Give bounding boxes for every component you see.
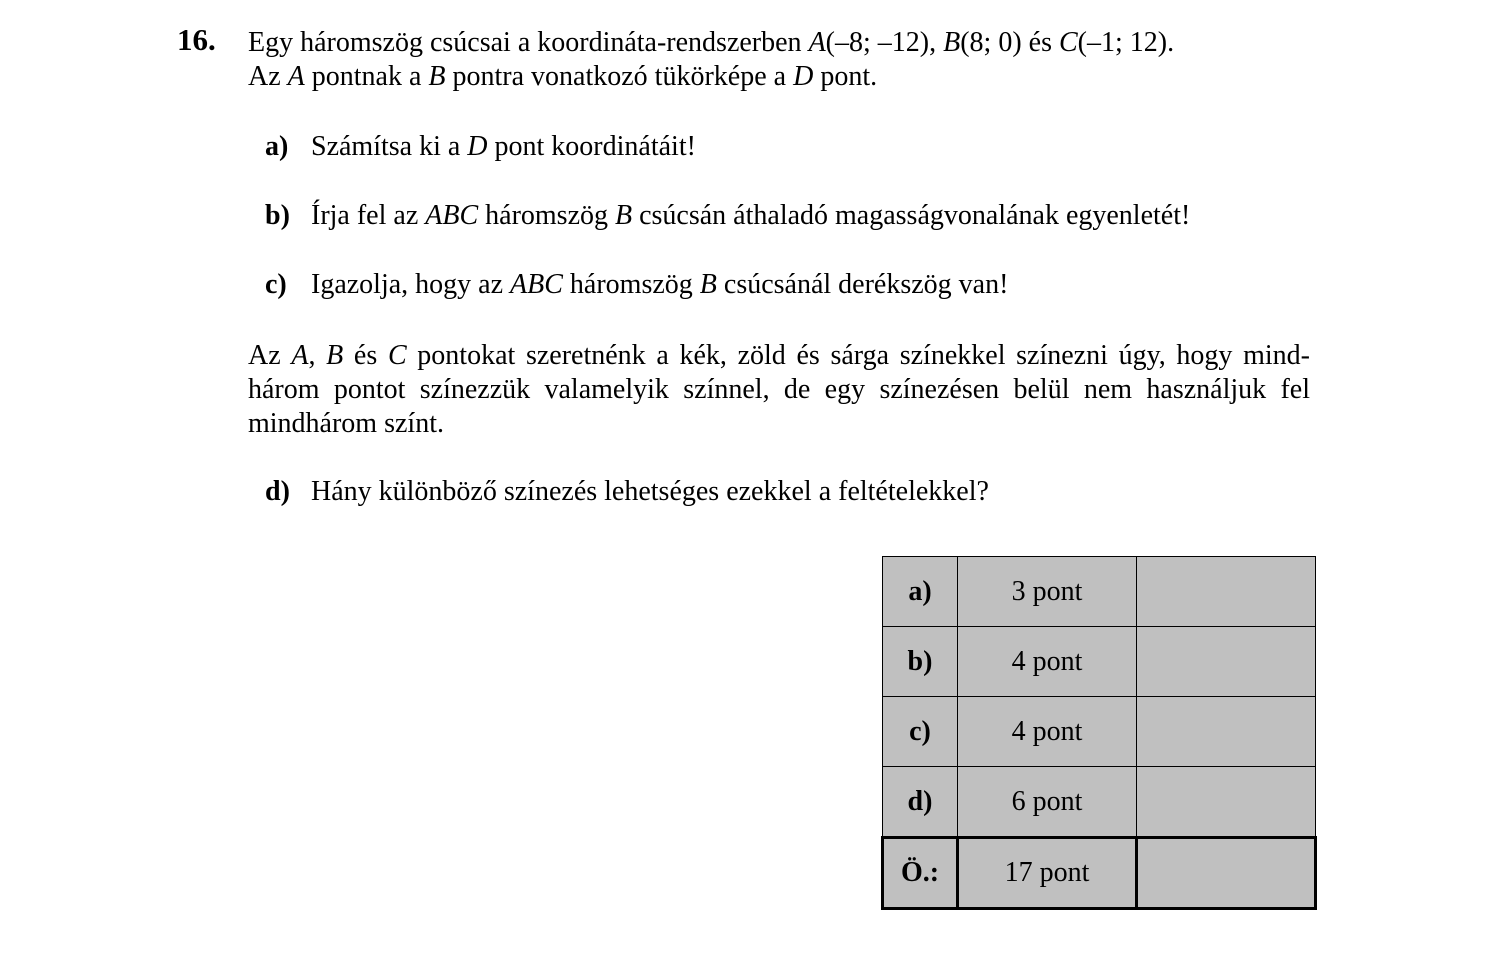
part-c-question: Igazolja, hogy az ABC háromszög B csúcsánál derékszög van! [311, 269, 1009, 300]
part-c-label: c) [265, 269, 287, 300]
score-part-label: b) [883, 627, 958, 697]
score-part-label: d) [883, 767, 958, 838]
score-row [883, 697, 1316, 767]
score-earned-field[interactable] [1137, 697, 1316, 767]
coloring-paragraph [248, 339, 1310, 441]
score-row [883, 557, 1316, 627]
coloring-paragraph-line-2: három pontot színezzük valamelyik színnel, de egy színezésen belül nem használjuk fel [248, 374, 1310, 405]
problem-stem-line-1: Egy háromszög csúcsai a koordináta-rendszerben A(–8; –12), B(8; 0) és C(–1; 12). [248, 27, 1175, 58]
part-b-question: Írja fel az ABC háromszög B csúcsán áthaladó magasságvonalának egyenletét! [311, 200, 1191, 231]
score-row [883, 627, 1316, 697]
score-row [883, 767, 1316, 838]
score-part-label: a) [883, 557, 958, 627]
part-a-question: Számítsa ki a D pont koordinátáit! [311, 131, 696, 162]
score-earned-field[interactable] [1137, 767, 1316, 838]
score-max-points: 3 pont [958, 557, 1137, 627]
part-d-question: Hány különböző színezés lehetséges ezekkel a feltételekkel? [311, 476, 989, 507]
score-max-points: 4 pont [958, 697, 1137, 767]
coloring-paragraph-line-1: Az A, B és C pontokat szeretnénk a kék, zöld és sárga színekkel színezni úgy, hogy mind- [248, 340, 1310, 371]
part-a-label: a) [265, 131, 289, 162]
score-earned-field[interactable] [1137, 627, 1316, 697]
score-total-row [883, 838, 1316, 909]
problem-stem-line-2: Az A pontnak a B pontra vonatkozó tükörképe a D pont. [248, 61, 878, 92]
score-total-max-points: 17 pont [958, 838, 1137, 909]
part-d-label: d) [265, 476, 290, 507]
coloring-paragraph-line-3: mindhárom színt. [248, 408, 444, 439]
score-part-label: c) [883, 697, 958, 767]
score-max-points: 6 pont [958, 767, 1137, 838]
score-max-points: 4 pont [958, 627, 1137, 697]
score-total-earned-field[interactable] [1137, 838, 1316, 909]
problem-number: 16. [177, 22, 216, 57]
score-earned-field[interactable] [1137, 557, 1316, 627]
part-b-label: b) [265, 200, 290, 231]
score-table [881, 556, 1317, 910]
score-total-label: Ö.: [883, 838, 958, 909]
